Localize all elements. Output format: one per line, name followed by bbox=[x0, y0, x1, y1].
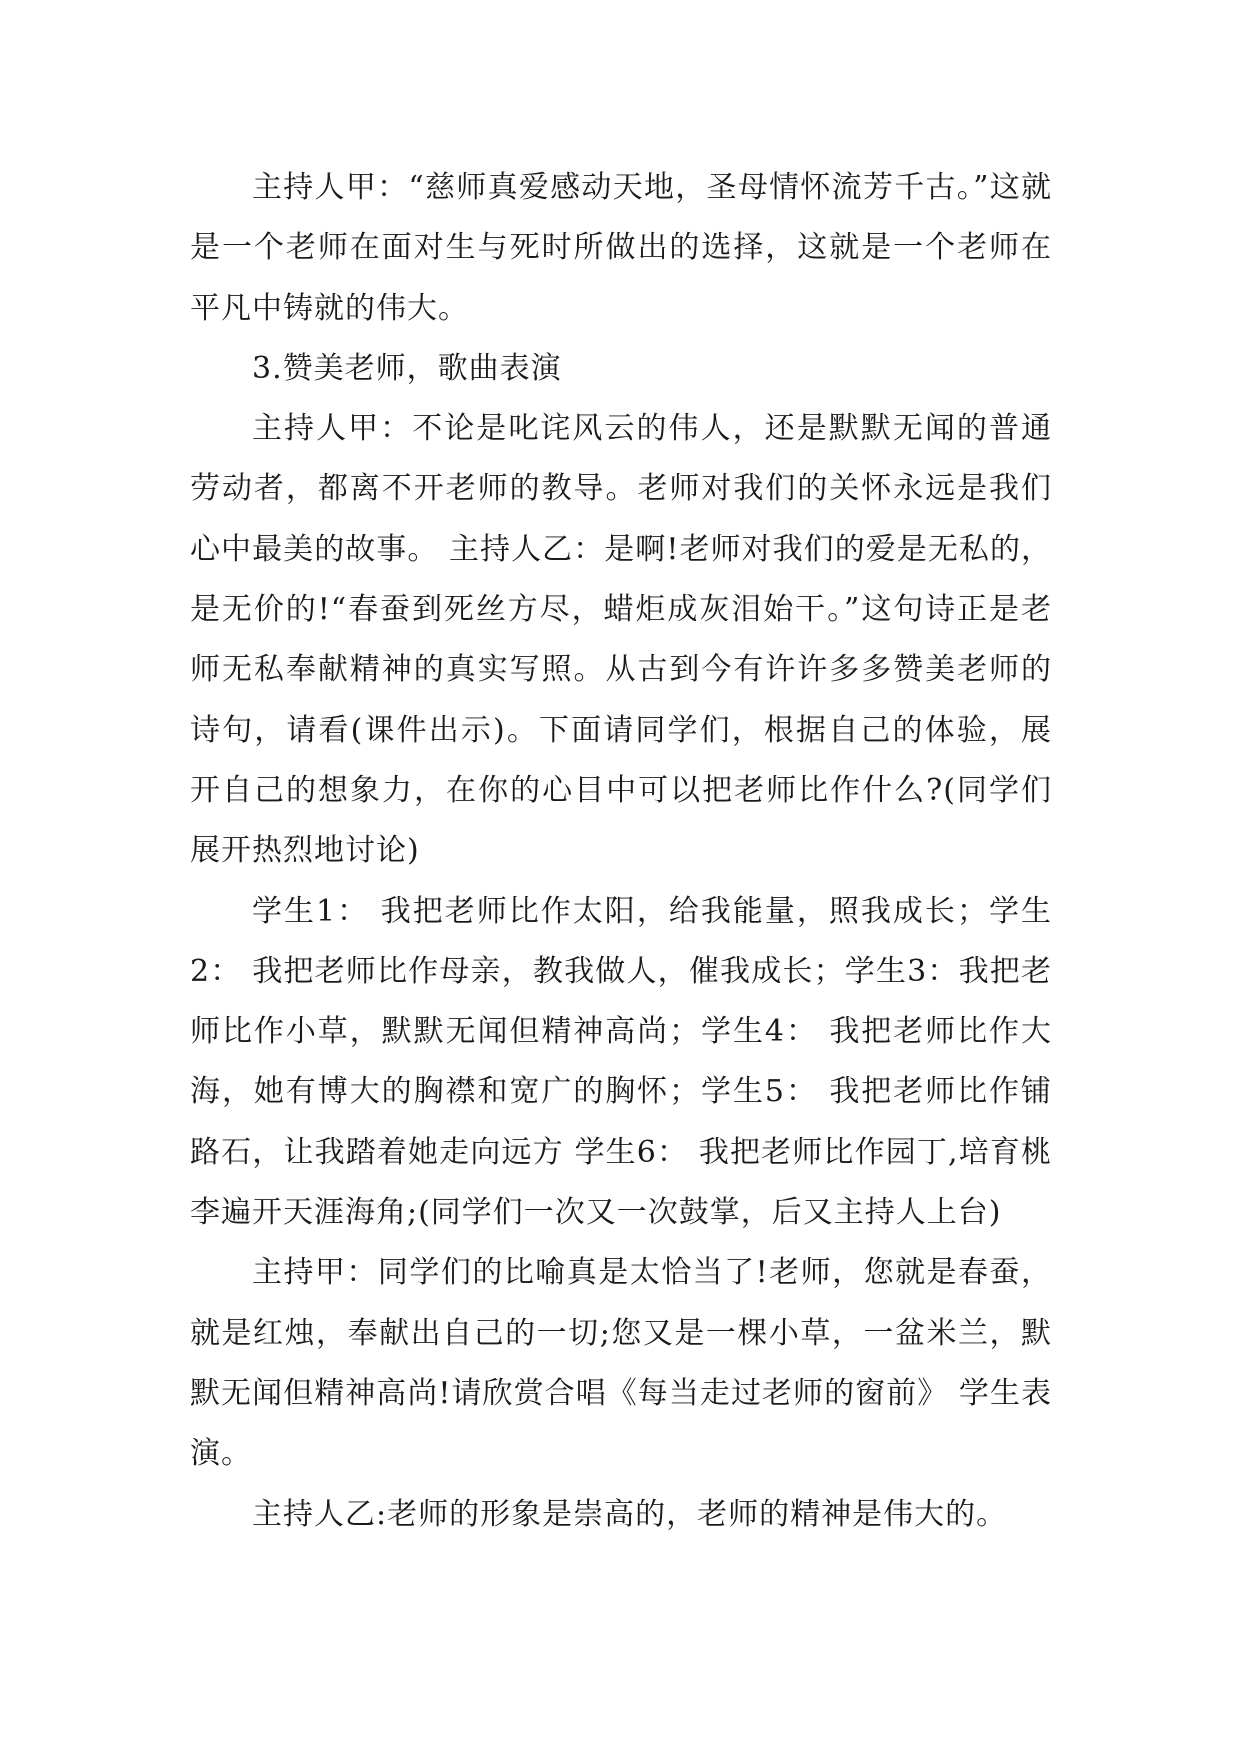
section-heading-praise-teacher: 3.赞美老师，歌曲表演 bbox=[252, 350, 562, 386]
paragraph-host-a-song-intro: 主持甲：同学们的比喻真是太恰当了!老师，您就是春蚕，就是红烛，奉献出自己的一切;您又是一棵小草，一盆米兰，默默无闻但精神高尚!请欣赏合唱《每当走过老师的窗前》 学生表演。 bbox=[190, 1255, 1052, 1472]
paragraph-host-b-closing: 主持人乙:老师的形象是崇高的，老师的精神是伟大的。 bbox=[252, 1496, 1008, 1532]
paragraph-host-dialogue: 主持人甲：不论是叱诧风云的伟人，还是默默无闻的普通劳动者，都离不开老师的教导。老师对我们的关怀永远是我们心中最美的故事。 主持人乙：是啊!老师对我们的爱是无私的，是无价的!“春蚕到死丝方尽，蜡炬成灰泪始干。”这句诗正是老师无私奉献精神的真实写照。从古到今有许许多多赞美老师的诗句，请看(课件出示)。下面请同学们，根据自己的体验，展开自己的想象力，在你的心目中可以把老师比作什么?(同学们展开热烈地讨论) bbox=[190, 411, 1052, 869]
paragraph-host-a-intro: 主持人甲：“慈师真爱感动天地，圣母情怀流芳千古。”这就是一个老师在面对生与死时所做出的选择，这就是一个老师在平凡中铸就的伟大。 bbox=[190, 170, 1052, 326]
paragraph-student-metaphors: 学生1： 我把老师比作太阳，给我能量，照我成长；学生2： 我把老师比作母亲，教我做人，催我成长；学生3：我把老师比作小草，默默无闻但精神高尚；学生4： 我把老师比作大海，她有博大的胸襟和宽广的胸怀；学生5： 我把老师比作铺路石，让我踏着她走向远方 学生6： 我把老师比作园丁,培育桃李遍开天涯海角;(同学们一次又一次鼓掌，后又主持人上台) bbox=[190, 893, 1052, 1231]
document-body bbox=[190, 158, 1052, 1545]
